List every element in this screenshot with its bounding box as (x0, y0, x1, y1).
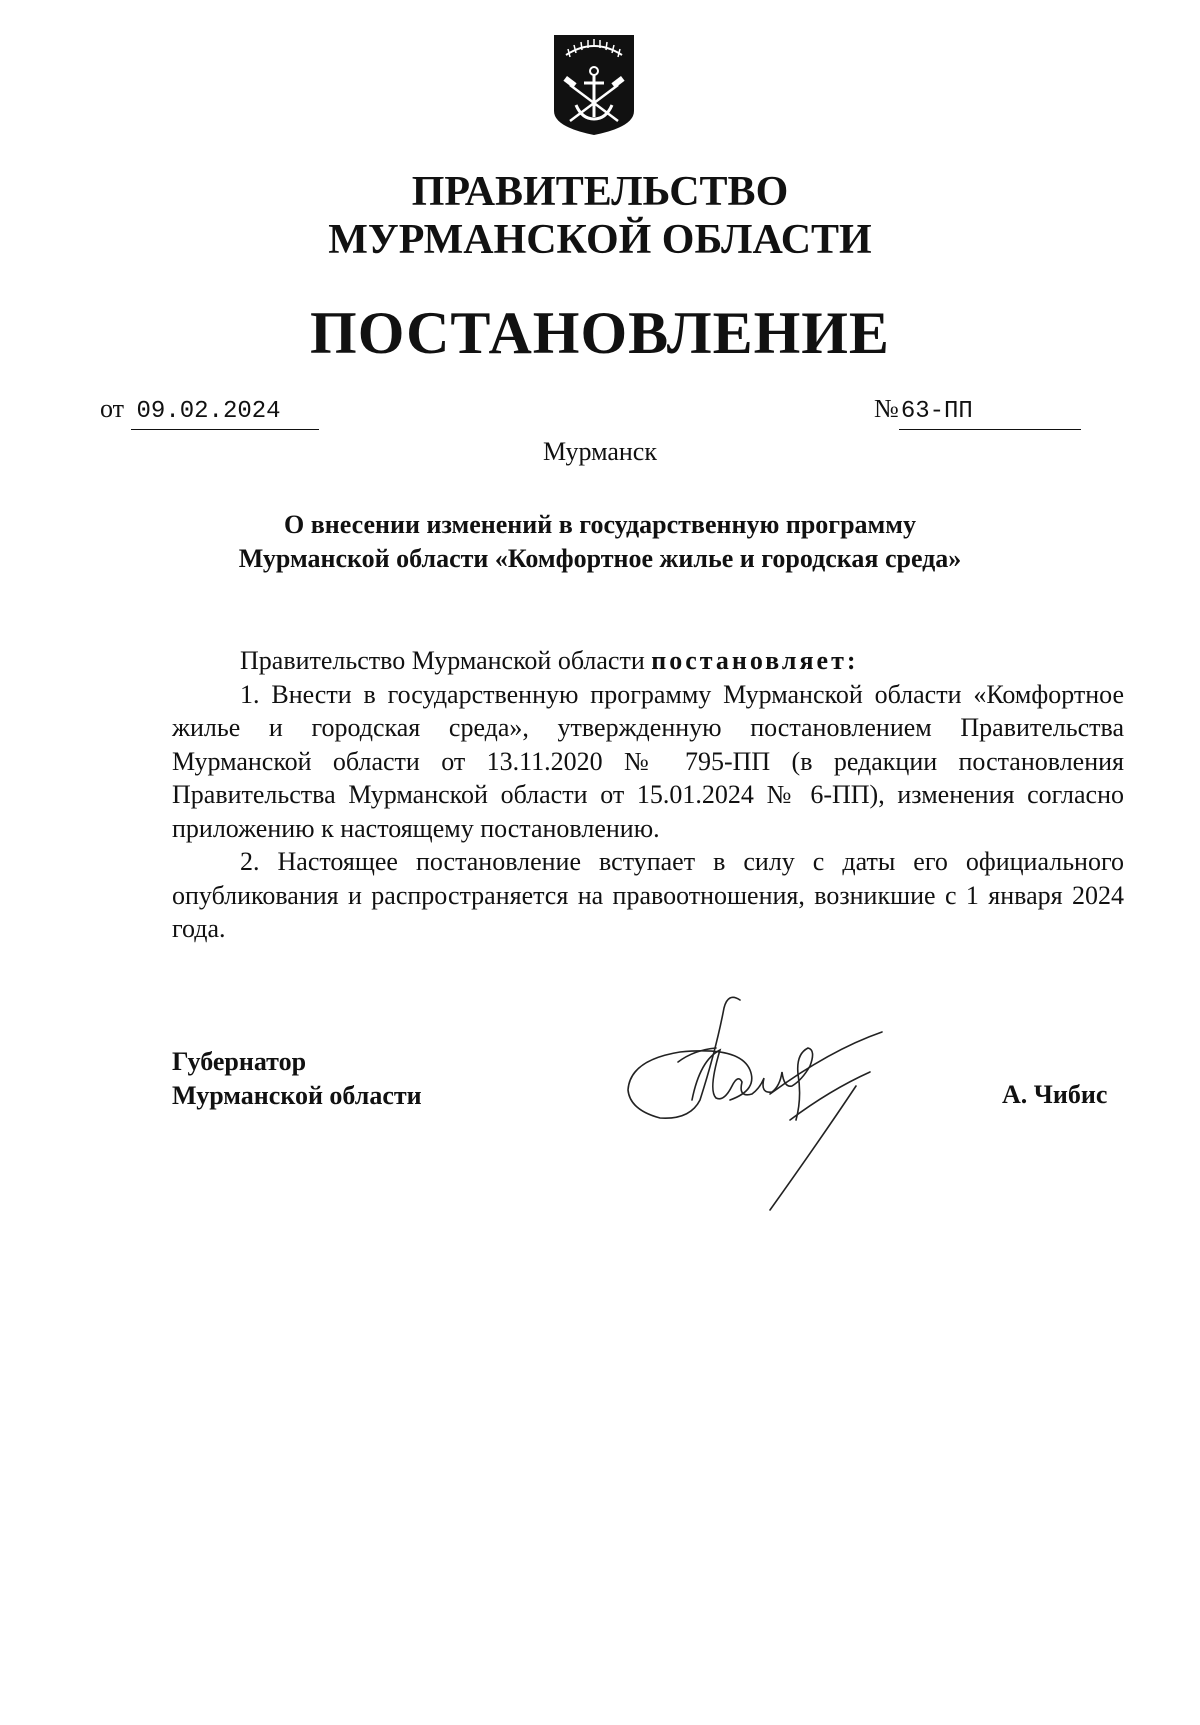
intro-text: Правительство Мурманской области (240, 646, 645, 675)
signatory-name: А. Чибис (1002, 1080, 1108, 1109)
org-name-line2: МУРМАНСКОЙ ОБЛАСТИ (328, 217, 872, 263)
number-prefix: № (874, 394, 899, 423)
document-date: 09.02.2024 (131, 395, 319, 430)
date-prefix: от (100, 394, 125, 423)
handwritten-signature (620, 990, 900, 1220)
subject-line1: О внесении изменений в государственную программу (284, 510, 916, 539)
document-type-title: ПОСТАНОВЛЕНИЕ (310, 300, 890, 366)
document-subject (0, 508, 1200, 576)
intro-paragraph (172, 644, 1124, 678)
org-name-line1: ПРАВИТЕЛЬСТВО (411, 169, 789, 215)
signatory-title-line1: Губернатор (172, 1047, 307, 1076)
signatory-title (172, 1045, 422, 1113)
document-body (172, 644, 1124, 946)
coat-of-arms-icon (552, 33, 636, 137)
item-1-paragraph: 1. Внести в государственную программу Мурманской области «Комфортное жилье и городская среда», утвержденную постановлением Правительства Мурманской области от 13.11.2020 № 795-ПП (в редакции постановления Правительства Мурманской области от 15.01.2024 № 6-ПП), изменения согласно приложению к настоящему постановлению. (172, 679, 1124, 843)
intro-emphasis: постановляет: (651, 646, 859, 675)
document-number: 63-ПП (899, 395, 1081, 430)
subject-line2: Мурманской области «Комфортное жилье и городская среда» (238, 544, 962, 573)
signatory-title-line2: Мурманской области (172, 1081, 422, 1110)
number-field (874, 392, 1081, 430)
date-field (100, 392, 319, 430)
item-2-paragraph: 2. Настоящее постановление вступает в силу с даты его официального опубликования и распространяется на правоотношения, возникшие с 1 января 2024 года. (172, 847, 1124, 943)
city: Мурманск (543, 437, 657, 466)
